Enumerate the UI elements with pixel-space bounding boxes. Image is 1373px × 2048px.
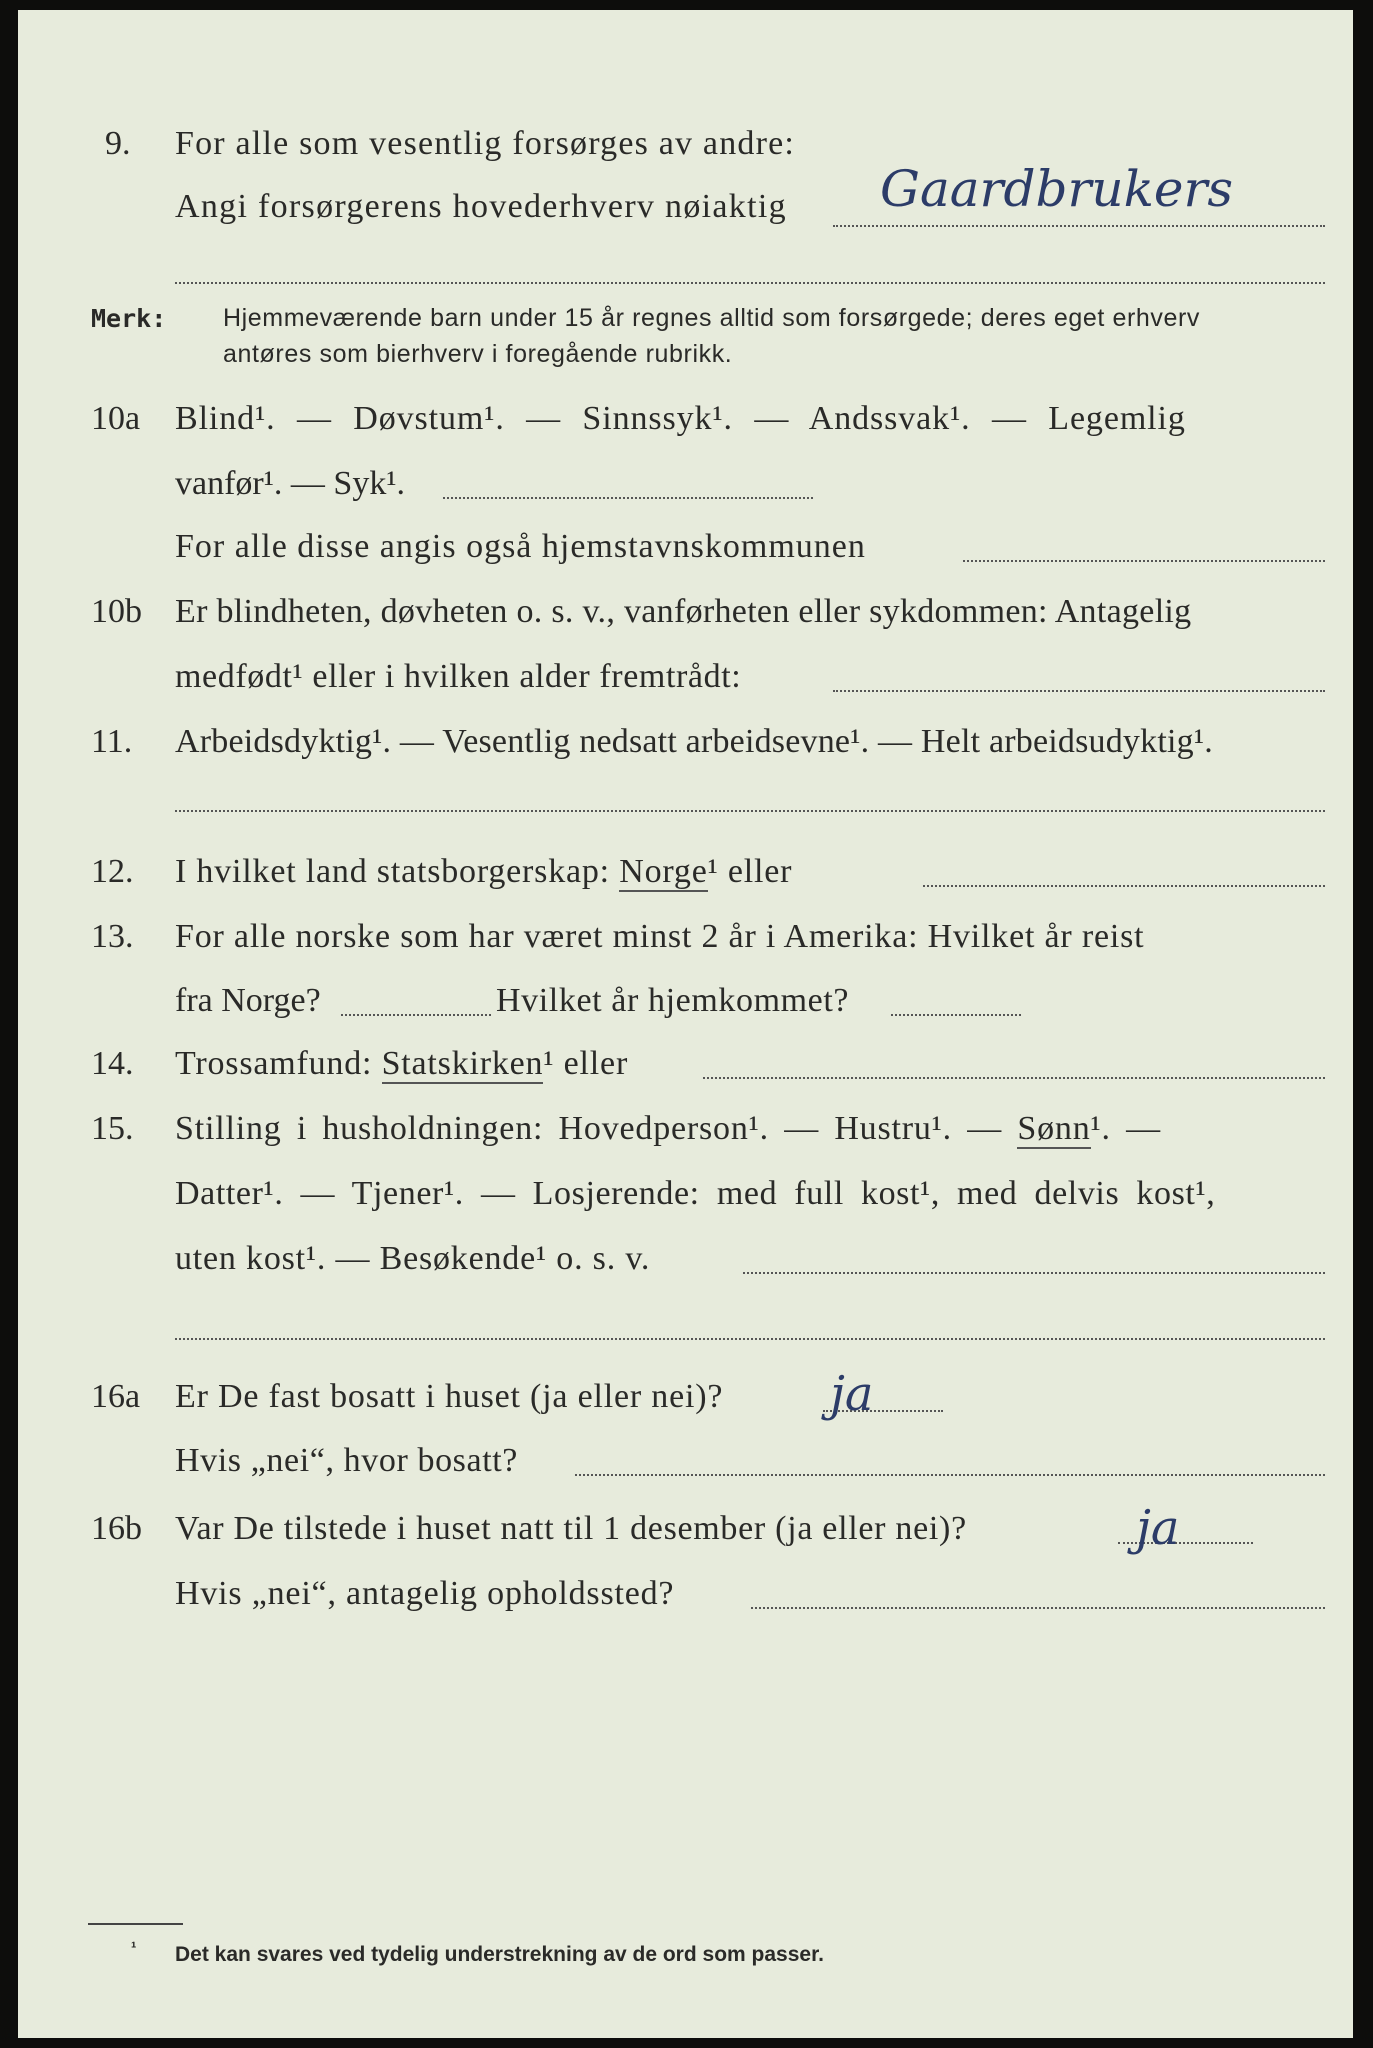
q9-number: 9. <box>105 125 131 162</box>
q13-number: 13. <box>91 918 134 955</box>
q10a-answer-line <box>443 497 813 499</box>
merk-label: Merk: <box>91 304 167 333</box>
q15-separator-line <box>175 1338 1325 1340</box>
q11-line1: Arbeidsdyktig¹. — Vesentlig nedsatt arbeidsevne¹. — Helt arbeidsudyktig¹. <box>175 723 1213 760</box>
q16a-handwritten-answer: ja <box>830 1366 874 1422</box>
q14-suffix: ¹ eller <box>543 1045 629 1082</box>
q10b-line2: medfødt¹ eller i hvilken alder fremtrådt: <box>175 658 742 695</box>
q15-line1-suffix: ¹. — <box>1090 1110 1161 1147</box>
q15-underlined-answer: Sønn <box>1017 1110 1091 1147</box>
footnote-rule <box>88 1923 183 1925</box>
q13-reist-line <box>341 1014 491 1016</box>
q12-line <box>175 853 792 891</box>
q9-line1: For alle som vesentlig forsørges av andre: <box>175 125 796 162</box>
q10a-line2: vanfør¹. — Syk¹. <box>175 465 406 502</box>
q15-line1 <box>175 1110 1161 1148</box>
q14-line <box>175 1045 628 1083</box>
q12-underlined-answer: Norge <box>619 853 708 890</box>
q9-handwritten-answer: Gaardbrukers <box>880 160 1234 218</box>
q16b-line2: Hvis „nei“, antagelig opholdssted? <box>175 1575 675 1612</box>
q9-line2: Angi forsørgerens hovederhverv nøiaktig <box>175 188 787 225</box>
footnote-mark: ¹ <box>131 1940 137 1957</box>
q14-other-line <box>703 1077 1325 1079</box>
q10b-number: 10b <box>91 593 142 630</box>
q12-number: 12. <box>91 853 134 890</box>
q13-line2a: fra Norge? <box>175 982 321 1019</box>
q15-line2: Datter¹. — Tjener¹. — Losjerende: med full kost¹, med delvis kost¹, <box>175 1175 1216 1212</box>
q13-hjemkommet-line <box>891 1014 1021 1016</box>
q15-line3: uten kost¹. — Besøkende¹ o. s. v. <box>175 1240 651 1277</box>
q15-line1-prefix: Stilling i husholdningen: Hovedperson¹. — Hustru¹. — <box>175 1110 1003 1147</box>
q16a-number: 16a <box>91 1378 141 1415</box>
q16a-line2: Hvis „nei“, hvor bosatt? <box>175 1442 518 1479</box>
q14-prefix: Trossamfund: <box>175 1045 373 1082</box>
q16b-line1: Var De tilstede i huset natt til 1 desember (ja eller nei)? <box>175 1510 967 1547</box>
census-form-page <box>18 10 1353 2038</box>
q12-other-line <box>923 885 1325 887</box>
q16a-line1: Er De fast bosatt i huset (ja eller nei)? <box>175 1378 724 1415</box>
q10a-line1: Blind¹. — Døvstum¹. — Sinnssyk¹. — Andssvak¹. — Legemlig <box>175 400 1186 437</box>
q9-separator-line <box>175 282 1325 284</box>
q16a-bosatt-line <box>575 1474 1325 1476</box>
q14-number: 14. <box>91 1045 134 1082</box>
q9-answer-line <box>833 225 1325 227</box>
footnote-text: Det kan svares ved tydelig understrekning av de ord som passer. <box>175 1943 824 1966</box>
q14-underlined-answer: Statskirken <box>381 1045 544 1082</box>
q10b-answer-line <box>833 690 1325 692</box>
q10a-hjemstavn-line <box>963 560 1325 562</box>
q16b-opholdssted-line <box>751 1607 1325 1609</box>
q16b-handwritten-answer: ja <box>1136 1500 1180 1556</box>
q10b-line1: Er blindheten, døvheten o. s. v., vanførheten eller sykdommen: Antagelig <box>175 593 1192 630</box>
q10a-line3: For alle disse angis også hjemstavnskommunen <box>175 528 866 565</box>
q12-suffix: ¹ eller <box>707 853 793 890</box>
merk-line2: antøres som bierhverv i foregående rubrikk. <box>223 340 733 368</box>
q13-line2b: Hvilket år hjemkommet? <box>496 982 850 1019</box>
q16b-number: 16b <box>91 1510 142 1547</box>
q15-number: 15. <box>91 1110 134 1147</box>
q12-prefix: I hvilket land statsborgerskap: <box>175 853 610 890</box>
q15-other-line <box>743 1272 1325 1274</box>
q10a-number: 10a <box>91 400 141 437</box>
merk-line1: Hjemmeværende barn under 15 år regnes alltid som forsørgede; deres eget erhverv <box>223 304 1201 332</box>
q11-separator-line <box>175 810 1325 812</box>
q13-line1: For alle norske som har været minst 2 år i Amerika: Hvilket år reist <box>175 918 1145 955</box>
q11-number: 11. <box>91 723 133 760</box>
